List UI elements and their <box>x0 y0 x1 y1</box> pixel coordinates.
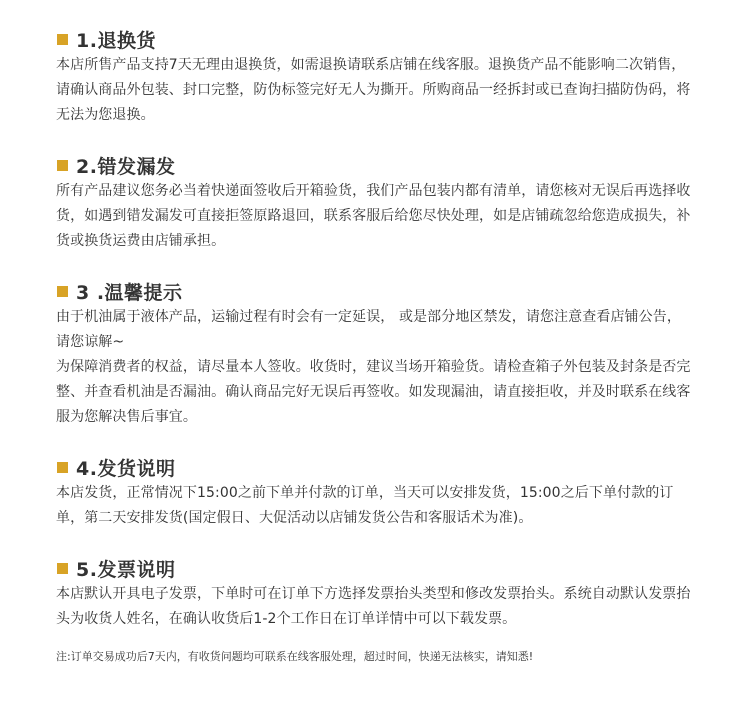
section-title: 5.发票说明 <box>76 558 176 581</box>
section-return-exchange <box>56 26 694 128</box>
footer-note: 注:订单交易成功后7天内，有收货问题均可联系在线客服处理，超过时间，快递无法核实，请知悉! <box>56 650 534 663</box>
section-title: 4.发货说明 <box>76 457 176 480</box>
section-header <box>56 278 694 304</box>
section-paragraph: 本店所售产品支持7天无理由退换货，如需退换请联系店铺在线客服。退换货产品不能影响二次销售，请确认商品外包装、封口完整，防伪标签完好无人为撕开。所购商品一经拆封或已查询扫描防伪码，将无法为您退换。 <box>56 57 691 123</box>
section-title: 2.错发漏发 <box>76 155 176 178</box>
section-wrong-missing-shipment <box>56 152 694 254</box>
gold-square-icon <box>57 462 68 473</box>
section-paragraph: 为保障消费者的权益，请尽量本人签收。收货时，建议当场开箱验货。请检查箱子外包装及封条是否完整、并查看机油是否漏油。确认商品完好无误后再签收。如发现漏油，请直接拒收，并及时联系在线客服为您解决售后事宜。 <box>56 359 691 425</box>
section-paragraph: 本店默认开具电子发票，下单时可在订单下方选择发票抬头类型和修改发票抬头。系统自动默认发票抬头为收货人姓名，在确认收货后1-2个工作日在订单详情中可以下载发票。 <box>56 586 691 627</box>
section-title: 3 .温馨提示 <box>76 281 183 304</box>
gold-square-icon <box>57 286 68 297</box>
section-header <box>56 454 694 480</box>
gold-square-icon <box>57 563 68 574</box>
section-paragraph: 由于机油属于液体产品，运输过程有时会有一定延误， 或是部分地区禁发，请您注意查看店铺公告，请您谅解~ <box>56 309 681 350</box>
gold-square-icon <box>57 160 68 171</box>
section-invoice-info <box>56 555 694 632</box>
section-header <box>56 152 694 178</box>
section-shipping-info <box>56 454 694 531</box>
section-title: 1.退换货 <box>76 29 156 52</box>
section-paragraph: 所有产品建议您务必当着快递面签收后开箱验货，我们产品包装内都有清单，请您核对无误后再选择收货，如遇到错发漏发可直接拒签原路退回，联系客服后给您尽快处理，如是店铺疏忽给您造成损失，补货或换货运费由店铺承担。 <box>56 183 691 249</box>
section-warm-tips <box>56 278 694 430</box>
section-header <box>56 26 694 52</box>
gold-square-icon <box>57 34 68 45</box>
section-header <box>56 555 694 581</box>
section-paragraph: 本店发货，正常情况下15:00之前下单并付款的订单，当天可以安排发货，15:00之后下单付款的订单，第二天安排发货(国定假日、大促活动以店铺发货公告和客服话术为准)。 <box>56 485 674 526</box>
